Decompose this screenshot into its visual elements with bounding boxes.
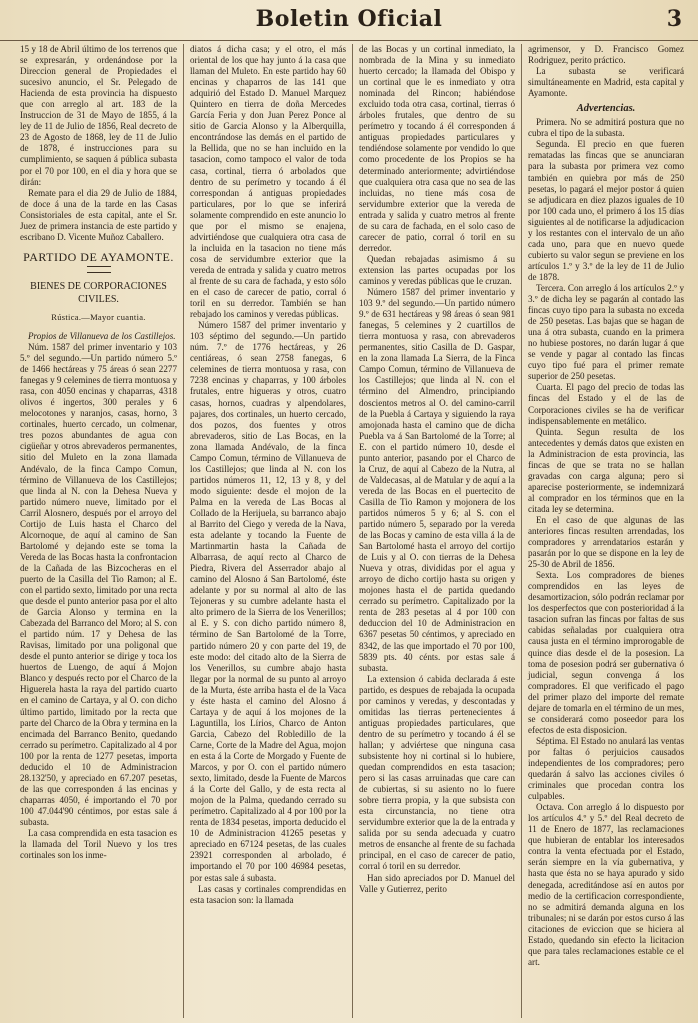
paragraph: Tercera. Con arreglo á los artículos 2.º y 3.º de dicha ley se pagarán al contado las fincas cuyo tipo para la subasta no exceda de 250 pesetas. Las bajas que se hagan de una á otra subasta, cuando en la primera no hubiese postores, no darán lugar á que se vende y pagar al contado las fincas cuyo tipo fué para el primer remate superior de 250 pesetas. <box>528 282 684 382</box>
paragraph: Primera. No se admitirá postura que no cubra el tipo de la subasta. <box>528 117 684 139</box>
paragraph: Sexta. Los compradores de bienes comprendidos en las leyes de desamortizacion, sólo podrán reclamar por los desperfectos que con posterioridad á la tasacion sufran las fincas por faltas de sus cabidas señaladas por cualquiera otra causa justa en el término improrogable de quince dias desde el de la posesion. La toma de posesion podrá ser gubernativa ó judicial, segun convenga á los compradores. El que verificado el pago del primer plazo del importe del remate dejare de tomarla en el término de un mes, se considerará como poseedor para los efectos de esta disposicion. <box>528 570 684 735</box>
paragraph: La casa comprendida en esta tasacion es la llamada del Toril Nuevo y los tres cortinales son los inme- <box>20 828 177 861</box>
paragraph: agrimensor, y D. Francisco Gomez Rodriguez, perito práctico. <box>528 44 684 66</box>
paragraph: Núm. 1587 del primer inventario y 103 5.º del segundo.—Un partido número 5.º de 1466 hectáreas y 75 áreas ó sean 2277 fanegas y 9 celemines de tierra montuosa y rasa, con 4050 encinas y chaparras, 4318 olivos é ingertos, 300 perales y 6 melocotones y naranjos, casas, horno, 3 cortinales, huerto cercado, un colmenar, tres pozos abundantes de agua con cigüeñar y otros abrevaderos permanentes, sitio del Muleto en la zona llamada Andévalo, de la finca Campo Comun, término de Villanueva de los Castillejos; que linda al N. con la Dehesa Nueva y partido número nueve, limitado por el Carril Alosnero, después por el arroyo del Cortijo de Luis hasta el Charco del Alcornoque, de aquí al camino de San Bartolomé y dejando este se toma la Vereda de las Bocas hasta la confrontacion de la Cañada de las Bizcocheras en el puerto de la Casilla del Tio Ramon; al E. con el partido sexto, limitado por una recta que desde el punto anterior pasa por el alto de Garcia Alonso y termina en la Cabezada del Barranco del Moro; al S. con el partido núm. 17 y Dehesa de las Ravisas, limitado por una poligonal que desde el punto anterior se dirige y toca los huertos de Luengo, de aquí á Mojon Blanco y después recto por el Charco de la Higuerela hasta la raya del partido cuarto en el camino de Cartaya, y al O. con dicho último partido, limitado por la recta que parte del Charco de la Obra y termina en la encimada del Barranco Benito, quedando cerrado su perímetro. Capitalizado al 4 por 100 por la renta de 1277 pesetas, importa deducido el 10 de Administracion 28.132'50, y apreciado en 67.207 pesetas, de las que corresponden á las encinas y chaparras 4050, é importando el 70 por 100 47.044'90 céntimos, por estas sale á subasta. <box>20 341 177 827</box>
advertencias-heading: Advertencias. <box>576 103 636 115</box>
origin-heading: Propios de Villanueva de los Castillejos. <box>28 330 176 341</box>
paragraph: Segunda. El precio en que fueren rematadas las fincas que se anunciaran para la subasta por primera vez como también en quiebra por más de 250 pesetas, lo pagará el mejor postor á quien se adjudicara en diez plazos iguales de 10 por 100 cada uno, el primero á los 15 días siguientes al de notificarse la adjudicacion y los restantes con el intervalo de un año cada uno, para que en nuevo quede cubierto su valor segun se previene en los artículos 1.º y 3.º de la ley de 11 de Julio de 1878. <box>528 139 684 282</box>
column-1 <box>14 44 183 1018</box>
paragraph: La subasta se verificará simultáneamente en Madrid, esta capital y Ayamonte. <box>528 66 684 99</box>
column-3 <box>352 44 521 1018</box>
paragraph: Número 1587 del primer inventario y 103 9.º del segundo.—Un partido número 9.º de 631 hectáreas y 98 áreas ó sean 981 fanegas, 5 celemines y 2 cuartillos de tierra montuosa y rasa, con abrevaderos permanentes, sitio Casilla de D. Gaspar, en la zona llamada La Sierra, de la Finca Campo Comun, término de Villanueva de los Castillejos; que linda al N. con el término del Almendro, principiando doscientos metros al O. del camino-carril de la Puebla á Cartaya y siguiendo la raya amojonada hasta el camino que de dicha Puebla va á San Bartolomé de la Torre; al E. con el partido número 10, desde el punto anterior, pasando por el Charco de la Cruz, de aquí al Cabezo de la Nutra, al de Valdecasas, al de Matular y de aquí a la vereda de las Bocas en el puertecito de Casilla de Tio Ramon y mojonera de los partidos números 5 y 6; al S. con el partido número 5, separado por la vereda de las Bocas y camino de esta villa á la de San Bartolomé hasta el arroyo del cortijo de Luis y al O. con tierras de la Dehesa Nueva y otras, divididas por el agua y arroyo de dicho cortijo hasta su origen y mojones hasta el de partida quedando cerrado su perímetro. Capitalizado por la renta de 283 pesetas al 4 por 100 con deduccion del 10 de Administracion en 6367 pesetas 50 céntimos, y apreciado en 8342, de las que importado el 70 por 100, 5839 pts. 40 cénts. por estas sale á subasta. <box>359 287 515 673</box>
section-heading: PARTIDO DE AYAMONTE. <box>23 249 174 264</box>
paragraph: Han sido apreciados por D. Manuel del Valle y Gutierrez, perito <box>359 872 515 894</box>
paragraph: La extension ó cabida declarada á este partido, es despues de rebajada la ocupada por caminos y veredas, y descontadas y omitidas las tierras pertenecientes á antiguas propiedades particulares, que dentro de su perímetro y tocando á él se hallan; y adviértese que ninguna casa subsistente hoy ni cortinal si lo hubiere, quedan comprendidos en esta tasacion; pero si las casas arruinadas que care can de cubiertas, si su asiento no lo fuere sobre tierra propia, y la que subsista con esta circunstancia, no tiene otra servidumbre exterior que la de la entrada y salida por su senda adecuada y cuatro metros de ensanche al frente de su fachada principal, en el caso de carecer de patio, corral ó toril en su derredor. <box>359 673 515 872</box>
paragraph: Quinta. Segun resulta de los antecedentes y demás datos que existen en la Administracion de esta provincia, las fincas de que se trata no se hallan gravadas con carga alguna; pero si aparecise posteriormente, se indemnizará al comprador en los términos que en la citada ley se determina. <box>528 426 684 514</box>
paragraph: 15 y 18 de Abril último de los terrenos que se expresarán, y ordenándose por la Direccion general de Propiedades el sucesivo anuncio, el Sr. Pelegado de Hacienda de esta provincia ha dispuesto que con arreglo al art. 183 de la Instruccion de 31 de Mayo de 1855, á la ley de 11 de Julio de 1856, Real decreto de 23 de Agosto de 1868, ley de 11 de Julio de 1878, é instrucciones para su cumplimiento, se saquen á pública subasta por el 70 por 100, en el dia y hora que se dirán: <box>20 44 177 187</box>
paragraph: En el caso de que algunas de las anteriores fincas resulten arrendadas, los compradores y arrendatarios estarán y pasarán por lo que se dispone en la ley de 25-30 de Abril de 1856. <box>528 514 684 570</box>
page-number: 3 <box>666 6 682 32</box>
paragraph: diatos á dicha casa; y el otro, el más oriental de los que hay junto á la casa que llaman del Muleto. En este partido hay 60 encinas y chaparros de las 141 que adquirió del Estado D. Manuel Marquez Quintero en tierra de doña Mercedes García Feria y don Juan Perez Ponce al sitio de Garcia Alonso y la Alberquilla, encontrándose las demás en el partido de la Bellida, que no se han incluido en la tasacion, como tampoco el valor de toda casa, cortinal, tierra ó arbolados que dentro de su perímetro y tocando á él correspondan á antiguas propiedades particulares, por lo que se inferirá solamente comprendido en este anuncio lo que por el mismo se enajena, advirtiéndose que cualquiera otra casa de la incluida en la tasacion no tiene más cosa de servidumbre exterior que la vereda de entrada y salida y cuatro metros al frente de su cara de fachada, y esto sólo en el caso de carecer de patio, corral ó toril en su derredor. También se han rebajado los caminos y veredas públicas. <box>190 44 346 320</box>
paragraph: de las Bocas y un cortinal inmediato, la nombrada de la Mina y su inmediato huerto cercado; la llamada del Obispo y un cortinal que le es inmediato y otra nominada del Rincon; habiéndose excluido toda otra casa, cortinal, tierras ó árboles frutales, que dentro de su perímetro y tocando á él corresponden á antiguas propiedades particulares y tendiéndose solamente por vendido lo que como procedente de los Propios se ha determinado anteriormente; advirtiéndose que cualquiera otra casa que no sea de las incluidas, no tiene más cosa de servidumbre exterior que la vereda de entrada y salida y cuatro metros al frente de su cara de fachada, en el solo caso de carecer de patio, corral ó toril en su derredor. <box>359 44 515 253</box>
paragraph: Remate para el dia 29 de Julio de 1884, de doce á una de la tarde en las Casas Consistoriales de esta capital, ante el Sr. Juez de primera instancia de este partido y escribano D. Vicente Muñoz Caballero. <box>20 187 177 242</box>
page-header <box>0 0 698 41</box>
paragraph: Cuarta. El pago del precio de todas las fincas del Estado y el de las de Corporaciones civiles se ha de verificar indispensablemente en metálico. <box>528 382 684 426</box>
paragraph: Las casas y cortinales comprendidas en esta tasacion son: la llamada <box>190 883 346 905</box>
column-4 <box>521 44 690 1018</box>
paragraph: Séptima. El Estado no anulará las ventas por faltas ó perjuicios causados independientes de los compradores; pero quedarán á salvo las acciones civiles ó criminales que procedan contra los culpables. <box>528 735 684 802</box>
paragraph: Octava. Con arreglo á lo dispuesto por los artículos 4.º y 5.º del Real decreto de 11 de Enero de 1877, las reclamaciones que hubieran de entablar los interesados contra la venta efectuada por el Estado, serán siempre en la vía gubernativa, y hasta que ésta no se haya apurado y sido denegada, acreditándose así en autos por medio de la certificacion correspondiente, no se admitirá demanda alguna en los tribunales; ni se darán por estos curso á las citaciones de eviccion que se hiciera al Estado, quedando sin efecto la licitacion que para tales reclamaciones estable ce el art. <box>528 802 684 967</box>
paragraph: Quedan rebajadas asimismo á su extension las partes ocupadas por los caminos y veredas públicas que le cruzan. <box>359 253 515 286</box>
category-heading: Rústica.—Mayor cuantia. <box>51 311 146 322</box>
section-divider <box>87 266 111 273</box>
column-2 <box>183 44 352 1018</box>
text-columns <box>14 44 690 1018</box>
paragraph: Número 1587 del primer inventario y 103 séptimo del segundo.—Un partido núm. 7.º de 1776 hectáreas, y 26 centiáreas, ó sean 2758 fanegas, 6 celemines de tierra montuosa y rasa, con 7238 encinas y chaparras, y 100 árboles frutales, entre higueras y otros, cuatro casas, hornos, cuadras y alpendolares, pajares, dos cortinales, un huerto cercado, dos pozos, dos fuentes y otros abrevaderos, sitio de Las Bocas, en la zona llamada Andévalo, de la finca Campo Comun, término de Villanueva de los Castillejos; que linda al N. con los partidos números 11, 12, 13 y 8, y del modo siguiente: desde el mojon de la Palma en la vereda de Las Bocas al Collado de la Herijuela, su barranco abajo al Barrito del Ciego y vereda de la Nava, esta adelante y tocando la Fuente de Martinmartin hasta la Cañada de Albarrasa, de aquí recto al Charco de Piedra, Rivera del Asserrador abajo al camino del Alosno á San Bartolomé, éste adelante y por su normal al alto de las Tejoneras y su cumbre adelante hasta el alto primero de la Sierra de los Venerillos; al E. y S. con dicho partido número 8, término de San Bartolomé de la Torre, partido número 20 y con parte del 19, de este modo: del citado alto de la Sierra de los Venerillos, su cumbre abajo hasta llegar por la normal de su punto al arroyo de la Murta, éste arriba hasta el de la Vaca y éste hasta el camino del Alosno á Cartaya y de aquí á los mojones de la Laguntilla, los Lírios, Charco de Anton Garcia, Cabezo del Robledillo de la Carne, Corte de la Madre del Agua, mojon en esta á la Corte de Morgado y Fuente de Marcos, y por O. con el partido número sexto, limitado, desde la Fuente de Marcos á la Corte del Gallo, y de esta recta al mojon de la Palma, quedando cerrado su perímetro. Capitalizado al 4 por 100 por la renta de 1834 pesetas, importa deducido el 10 de Administracion 41265 pesetas y apreciado en 67124 pesetas, de las cuales 23921 corresponden al arbolado, é importando el 70 por 100 46984 pesetas, por estas sale á subasta. <box>190 320 346 883</box>
page-title: Boletin Oficial <box>255 6 443 32</box>
subsection-heading: BIENES DE CORPORACIONES CIVILES. <box>30 280 167 305</box>
